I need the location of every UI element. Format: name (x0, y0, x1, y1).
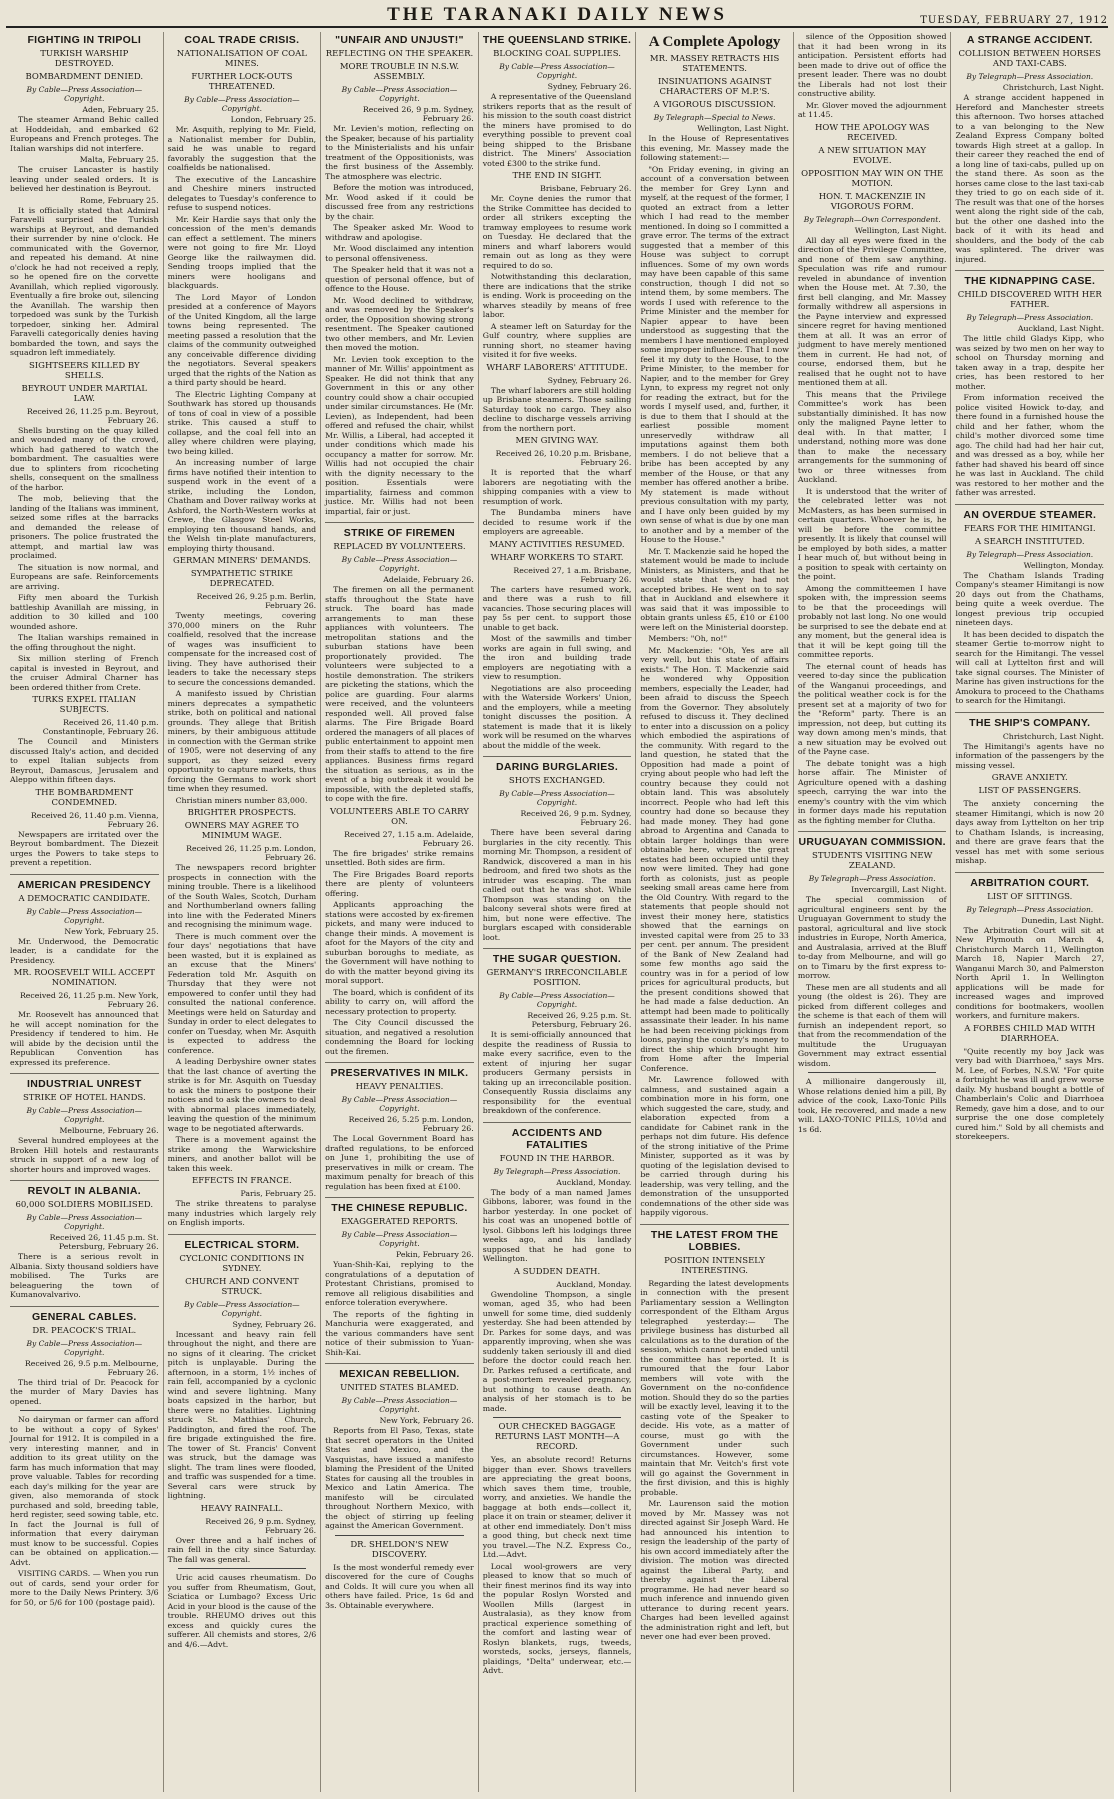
article-headline: THE SHIP'S COMPANY. (969, 716, 1091, 729)
byline: By Cable—Press Association—Copyright. (26, 1338, 143, 1357)
paragraph: Yes, an absolute record! Returns bigger than ever. Shows travellers are appreciating the great boons, which saves them time, trouble, worry, and anxieties. We handle the baggage at both ends—collect it, place it on train or steamer, deliver it at other end immediately. Don't miss a good thing, but check next time you travel.—The N.Z. Express Co., Ltd.—Advt. (482, 1455, 632, 1559)
dateline: Received 26, 11.25 p.m. Beyrout, February 26. (26, 406, 159, 425)
dateline: Sydney, February 26. (547, 375, 632, 385)
dateline: Received 26, 9 p.m. Sydney, February 26. (205, 1516, 317, 1535)
subheading: CHILD DISCOVERED WITH HER FATHER. (957, 290, 1102, 310)
issue-date: TUESDAY, FEBRUARY 27, 1912 (920, 15, 1108, 26)
subheading: REPLACED BY VOLUNTEERS. (333, 542, 466, 552)
byline: By Cable—Press Association—Copyright. (341, 1095, 458, 1113)
columns-container (6, 32, 1108, 1792)
subheading: FURTHER LOCK-OUTS THREATENED. (191, 72, 293, 92)
subheading: GERMANY'S IRRECONCILABLE POSITION. (486, 968, 628, 988)
paragraph: Twenty meetings, covering 370,000 miners on the Ruhr coalfield, resolved that the increase of wages was insufficient to compensate for the increased cost of living. They have authorised their leaders to take the necessary steps to secure the concessions demanded. (167, 611, 317, 687)
subheading: MORE TROUBLE IN N.S.W. ASSEMBLY. (339, 62, 460, 82)
subheading: HEAVY RAINFALL. (200, 1503, 284, 1514)
divider (335, 1535, 464, 1536)
dateline: Sydney, February 26. (547, 82, 632, 91)
article (483, 953, 632, 1123)
paragraph: The Himitangi's agents have no information of the passengers by the missing vessel. (955, 741, 1105, 770)
paragraph: Six million sterling of French capital is invested in Beyrout, and the cruiser Admiral Charner has been ordered thither from Crete. (10, 654, 159, 692)
subheading: SIGHTSEERS KILLED BY SHELLS. (28, 360, 140, 381)
dateline: Invercargill, Last Night. (851, 885, 947, 894)
article (10, 34, 159, 875)
paragraph: Newspapers are irritated over the Beyrout bombardment. The Diezeit urges the Powers to take steps to prevent a repetition. (10, 829, 159, 867)
article-headline: ELECTRICAL STORM. (184, 1238, 300, 1251)
paragraph: There is a serious revolt in Albania. Sixty thousand soldiers have mobilised. The Turks are beleaguering the town of Kumanovalvarivo. (10, 1252, 159, 1299)
subheading: POSITION INTENSELY INTERESTING. (664, 1255, 766, 1276)
paragraph: Incessant and heavy rain fell throughout the night, and there are no signs of it clearing. The cricket pitch is unplayable. During the afternoon, in a storm, 1½ inches of rain fell, accompanied by a cyclonic wind and severe lightning. Many boats capsized in the harbor, but there were no fatalities. Lightning struck St. Matthias' Church, Paddington, and fired the roof. The fire brigade extinguished the fire. The tower of St. Francis' Convent was struck, but the damage was slight. The tram lines were flooded, and traffic was suspended for a time. Several cars were struck by lightning. (167, 1329, 317, 1500)
subheading: HOW THE APOLOGY WAS RECEIVED. (814, 122, 930, 143)
subheading: COLLISION BETWEEN HORSES AND TAXI-CABS. (958, 49, 1101, 69)
divider (20, 1410, 149, 1411)
paragraph: Mr. Glover moved the adjournment at 11.45. (797, 100, 947, 119)
paragraph: The firemen on all the permanent staffs throughout the State have struck. The board has made arrangements to man these appliances with volunteers. The metropolitan stations and the suburban stations have been proportionately provided. The volunteers were subjected to a hostile demonstration. The strikers are picketing the stations, which the police are guarding. Four alarms were received, and the volunteers responded well. All proved false alarms. The Fire Brigade Board ordered the managers of all places of public entertainment to appoint men from their staffs to attend to the fire appliances. Business firms regard the situation as serious, as in the event of a big outbreak it would be impossible, with the depleted staffs, to cope with the fire. (325, 585, 474, 803)
paragraph: Mr. Laurenson said the motion moved by Mr. Massey was not directed against Sir Joseph Ward. He had announced his intention to resign the leadership of the party of his own accord immediately after the division. The motion was directed against the Liberal Party, and thereby against the Liberal programme. He had never heard so much inference and innuendo given utterance to during recent years. Charges had been levelled against the administration right and left, but never one had ever been proved. (640, 1499, 789, 1641)
subheading: DR. SHELDON'S NEW DISCOVERY. (350, 1539, 449, 1560)
dateline: Rome, February 25. (80, 195, 159, 205)
paragraph: There have been several daring burglaries in the city recently. This morning Mr. Thompson, a resident of Randwick, discovered a man in his bedroom, and fired two shots as the intruder was escaping. The man called out that he was shot. While Thompson was standing on the balcony several shots were fired at him, but none were effective. The burglars escaped with considerable loot. (482, 828, 632, 942)
paragraph: Gwendoline Thompson, a single woman, aged 35, who had been unwell for some time, died suddenly yesterday. She had been attended by Dr. Parkes for some days, and was apparently improving, when she was suddenly taken seriously ill and died before the doctor could reach her. Dr. Parkes refused a certificate, and a post-mortem revealed pregnancy, but nothing to cause death. An analysis of her stomach is to be made. (482, 1289, 632, 1413)
article (955, 877, 1104, 1148)
paragraph: Mr. Keir Hardie says that only the concession of the men's demands can effect a settlement. The miners were not going to fire Mr. Lloyd George like the railwaymen did. Sending troops implied that the miners were hooligans and blackguards. (167, 214, 317, 290)
paragraph: Applicants approaching the stations were accosted by ex-firemen pickets, and many were induced to change their minds. A movement is afoot for the Mayors of the city and suburban boroughs to mediate, as the Government will have nothing to do with the matter beyond giving its moral support. (325, 900, 474, 985)
article-headline: A Complete Apology (648, 34, 781, 50)
subheading: OWNERS MAY AGREE TO MINIMUM WAGE. (184, 821, 299, 841)
dateline: Wellington, Last Night. (697, 124, 789, 133)
paragraph: The carters have resumed work, and there was a rush to fill vacancies. Those securing places will pay 5s per cent. to support those unable to get back. (482, 584, 632, 632)
subheading: HEAVY PENALTIES. (355, 1082, 444, 1092)
dateline: Received 26, 11.45 p.m. St. Petersburg, February 26. (49, 1233, 159, 1251)
byline: By Telegraph—Press Association. (966, 904, 1094, 914)
masthead (6, 4, 1108, 28)
dateline: Adelaide, February 26. (383, 575, 474, 584)
paragraph: In the House of Representatives this evening, Mr. Massey made the following statement:— (640, 134, 789, 162)
subheading: INSINUATIONS AGAINST CHARACTERS OF M.P.'S. (657, 77, 772, 97)
byline: By Telegraph—Press Association. (966, 549, 1094, 559)
article (10, 1185, 159, 1307)
paragraph: The cruiser Lancaster is hastily leaving under sealed orders. It is believed her destination is Beyrout. (10, 165, 159, 193)
dateline: Auckland, Last Night. (1017, 324, 1105, 333)
article-headline: GENERAL CABLES. (31, 1310, 137, 1323)
subheading: FOUND IN THE HARBOR. (499, 1153, 615, 1164)
paragraph: The Bundamba miners have decided to resume work if the employers are agreeable. (482, 508, 632, 536)
paragraph: The mob, believing that the landing of the Italians was imminent, seized some rifles at the barracks and demanded the release of prisoners. The police frustrated the attempt, and martial law was proclaimed. (10, 494, 159, 560)
subheading: SHOTS EXCHANGED. (508, 776, 606, 786)
subheading: WHARF LABORERS' ATTITUDE. (486, 362, 628, 373)
dateline: London, February 25. (230, 115, 317, 124)
dateline: Sydney, February 26. (232, 1319, 317, 1329)
article-headline: AMERICAN PRESIDENCY (17, 878, 152, 891)
paragraph: The Local Government Board has drafted regulations, to be enforced on June 1, prohibiting the use of preservatives in milk or cream. The maximum penalty for breach of this regulation has been fixed at £100. (325, 1134, 474, 1191)
column-2 (164, 32, 322, 1792)
subheading: BRIGHTER PROSPECTS. (187, 808, 297, 818)
paragraph: The executive of the Lancashire and Cheshire miners instructed delegates to Tuesday's conference to refuse to suspend notices. (167, 174, 317, 212)
subheading: MR. MASSEY RETRACTS HIS STATEMENTS. (649, 54, 780, 74)
article (325, 1067, 474, 1198)
dateline: Received 26, 9.25 p.m. St. Petersburg, February 26. (527, 1011, 632, 1029)
paragraph: Over three and a half inches of rain fell in the city since Saturday. The fall was general. (167, 1535, 317, 1564)
paragraph: The fire brigades' strike remains unsettled. Both sides are firm. (325, 848, 474, 867)
paragraph: No dairyman or farmer can afford to be without a copy of Sykes' Journal for 1912. It is compiled in a very interesting manner, and in addition to its great utility on the farm has much information that may prove valuable. Tables for recording each day's milking for the year are given, also memoranda of stock purchased and sold, breeding table, herd register, seed sowing table, etc. In fact the Journal is full of information that every dairyman must know to be successful. Copies can be obtained on application.—Advt. (10, 1415, 159, 1567)
article (955, 509, 1104, 713)
paragraph: Reports from El Paso, Texas, state that secret operators in the United States and Mexico, and the Vasquistas, have issued a manifesto blaming the President of the United States for causing all the troubles in Mexico and Latin America. The manifesto will be circulated throughout Northern Mexico, with the object of stirring up feeling against the American Government. (325, 1426, 474, 1530)
divider (808, 1072, 937, 1073)
paragraph: A representative of the Queensland strikers reports that as the result of his mission to the south coast district the miners have promised to do everything possible to prevent coal being shipped to the Brisbane district. The Miners' Association voted £300 to the strike fund. (482, 92, 632, 168)
subheading: NATIONALISATION OF COAL MINES. (176, 49, 307, 69)
paragraph: The third trial of Dr. Peacock for the murder of Mary Davies has opened. (10, 1377, 159, 1406)
paragraph: It is semi-officially announced that despite the readiness of Russia to make every sacrifice, even to the extent of injuring her sugar producers Germany persists in taking up an irreconcilable position. Consequently Russia disclaims any responsibility for the eventual breakdown of the conference. (482, 1030, 632, 1115)
paragraph: There is much comment over the four days' negotiations that have been wasted, but it is explained as an excuse that the Miners' Federation told Mr. Asquith on Thursday that they were not empowered to confer until they had consulted the national conference. Meetings were held on Saturday and Sunday in order to elect delegates to confer on Tuesday, when Mr. Asquith is expected to address the conference. (167, 931, 317, 1055)
subheading: A SEARCH INSTITUTED. (974, 536, 1085, 547)
subheading: STRIKE OF HOTEL HANDS. (22, 1093, 146, 1103)
article (168, 1239, 317, 1656)
paragraph: Mr. Asquith, replying to Mr. Field, a Nationalist member for Dublin, said he was unable to regard favorably the suggestion that the coalfields be nationalised. (167, 125, 317, 172)
paragraph: Local wool-growers are very pleased to know that so much of their finest merinos find its way into the popular Roslyn Worsted and Woollen Mills (largest in Australasia), as they know from practical experience something of the comfort and lasting wear of Roslyn blankets, rugs, tweeds, worsteds, socks, jerseys, flannels, plaidings, "Delta" underwear, etc.—Advt. (482, 1561, 632, 1675)
paragraph: Mr. Roosevelt has announced that he will accept nomination for the Presidency if tendered to him. He will abide by the decision until the Republican Convention has expressed its preference. (10, 1010, 159, 1067)
article-headline: REVOLT IN ALBANIA. (27, 1185, 141, 1197)
byline: By Cable—Press Association—Copyright. (26, 1106, 143, 1124)
byline: By Cable—Press Association—Copyright. (26, 1213, 143, 1231)
subheading: BOMBARDMENT DENIED. (25, 72, 144, 82)
dateline: Received 27, 1.15 a.m. Adelaide, February 26. (344, 829, 474, 848)
article (798, 32, 947, 832)
paragraph: Negotiations are also proceeding with the Waterside Workers' Union, and the employers, while a meeting tonight discusses the position. A statement is made that it is likely work will be resumed on the wharves about the middle of the week. (482, 683, 632, 750)
dateline: Christchurch, Last Night. (1002, 731, 1105, 741)
column-6 (794, 32, 952, 1792)
dateline: Received 26, 9 p.m. Sydney, February 26. (520, 809, 632, 827)
article-headline: THE LATEST FROM THE LOBBIES. (650, 1228, 779, 1253)
subheading: EXAGGERATED REPORTS. (341, 1217, 458, 1227)
subheading: MR. ROOSEVELT WILL ACCEPT NOMINATION. (13, 968, 155, 988)
subheading: 60,000 SOLDIERS MOBILISED. (15, 1200, 154, 1210)
article (483, 34, 632, 757)
dateline: Received 26, 11.25 p.m. London, February 26. (186, 844, 317, 862)
column-5 (636, 32, 794, 1792)
paragraph: The wharf laborers are still holding up Brisbane steamers. Those sailing Saturday took no cargo. They also decline to discharge vessels arriving from the northern port. (482, 385, 632, 433)
subheading: SYMPATHETIC STRIKE DEPRECATED. (190, 569, 293, 589)
subheading: OUR CHECKED BAGGAGE RETURNS LAST MONTH—A RECORD. (494, 1422, 620, 1452)
dateline: Received 26, 11.40 p.m. Vienna, February 26. (30, 810, 159, 829)
paragraph: Mr. Lawrence followed with calmness, and sustained again a combination more in his form, one which suggested the care, study, and elaboration expected from a candidate for Cabinet rank in the perhaps not dim future. His defence of the strong initiative of the Prime Minister, supported as it was by quoting of the legislation devised to be carried through during his leadership, was very telling, and the demonstration of the unsupported condemnations of the other side was happily vigorous. (640, 1075, 789, 1217)
paragraph: All day all eyes were fixed in the direction of the Privilege Committee, and none of them saw anything. Speculation was rife and rumour reveled in abundance of invention when the House met. At 7.30, the first bell clanging, and Mr. Massey formally withdrew all aspersions in the Payne interview and expressed sincere regret for having mentioned them at all. It was an error of judgment to have merely mentioned them in current. He had not, of course, endorsed them, but he realised that he ought not to have mentioned them at all. (797, 235, 947, 387)
paragraph: Members: "Oh, no!" (648, 634, 728, 643)
paragraph: The Arbitration Court will sit at New Plymouth on March 4, Christchurch March 11, Wellington March 18, Napier March 27, Wanganui March 30, and Palmerston North April 1. In Wellington applications will be made for increased wages and improved conditions for bootmakers, woollen workers, and furniture makers. (955, 925, 1105, 1020)
paragraph: silence of the Opposition showed that it had been wrong in its anticipation. Persistent efforts had been made to drive out of office the present leader. There was no doubt the Liberals had not lost their constructive ability. (797, 32, 947, 98)
paragraph: The Italian warships remained in the offing throughout the night. (10, 633, 159, 652)
paragraph: "On Friday evening, in giving an account of a conversation between the member for Grey Lynn and myself, at the request of the former, I quoted an extract from a letter which I had read to the member mentioned. In doing so I committed a grave error. The terms of the extract suggested that a member of this House was subject to corrupt influences. Some of my own words may have been capable of this same construction, though I did not so intend them, by some members. The words I used with reference to the Prime Minister and the member for Napier appear to have been understood as suggesting that the members I have mentioned employed some improper influence. That I now feel it my duty to the House, to the Prime Minister, to the member for Napier, and to the member for Grey Lynn, to express my regret not only for reading the extract, but for the words I myself used, and, further, it is due to them that I should at the earliest possible moment unreservedly withdraw all imputations against them both members. I do not believe that a bribe has been accepted by any member of the House, or that any member has offered another a bribe. My statement is made without previous consultation with my party, and I have only been guided by my own sense of what is due by one man to another and by a member of the House to the House." (640, 164, 789, 544)
dateline: Received 27, 1 a.m. Brisbane, February 26. (513, 565, 632, 584)
article (640, 1229, 789, 1648)
dateline: Aden, February 25. (82, 105, 159, 114)
subheading: REFLECTING ON THE SPEAKER. (325, 49, 474, 59)
paragraph: It has been decided to dispatch the steamer Gertie to-morrow night to search for the Himitangi. The vessel will call at Lyttelton first and will take signal courses. The Minister of Marine has given instructions for the Amokura to proceed to the Chathams to search for the Himitangi. (955, 629, 1105, 705)
dateline: Auckland, Monday. (556, 1279, 632, 1289)
byline: By Cable—Press Association—Copyright. (499, 62, 615, 80)
paragraph: The newspapers record brighter prospects in connection with the mining trouble. There is a likelihood of the South Wales, Scotch, Durham and Northumberland owners falling into line with the Federated Miners and recognising the minimum wage. (167, 863, 317, 929)
paragraph: Among the committeemen I have spoken with, the impression seems to be that the proceedings will probably not last long. No one would be surprised to see the debate end at any moment, but the general idea is that it will be kept going till the committee reports. (797, 583, 947, 659)
newspaper-title: THE TARANAKI DAILY NEWS (387, 4, 727, 25)
subheading: BLOCKING COAL SUPPLIES. (493, 49, 621, 59)
paragraph: Mr. Levien took exception to the manner of Mr. Willis' appointment as Speaker. He did not think that any Government in this or any other country could show a chair occupied under similar circumstances. He (Mr. Levien), as Independent, had been offered and refused the chair, whilst Mr. Willis, a Liberal, had accepted it under conditions which made his occupancy a matter for sorrow. Mr. Willis had not occupied the chair with the dignity necessary to the position. Essentials were impartiality, fairness and common justice. Mr. Willis had not been impartial, fair or just. (325, 354, 474, 516)
dateline: Auckland, Monday. (556, 1177, 632, 1187)
article (325, 1368, 474, 1616)
subheading: TURKS EXPEL ITALIAN SUBJECTS. (32, 695, 137, 715)
article (483, 1127, 632, 1682)
paragraph: Most of the sawmills and timber works are again in full swing, and the iron and building trade employers are negotiating with a view to resumption. (482, 634, 632, 681)
byline: By Telegraph—Press Association. (493, 1166, 621, 1176)
paragraph: Before the motion was introduced, Mr. Wood asked if it could be discussed free from any restrictions by the chair. (325, 183, 474, 221)
paragraph: A millionaire dangerously ill, Whose relations denied him a pill, By advice of the cook, Laxo-Tonic Pills took, He recovered, and made a new will. LAXO-TONIC PILLS, 10½d and 1s 6d. (797, 1077, 947, 1134)
article (955, 717, 1104, 873)
divider (493, 1417, 622, 1418)
paragraph: The City Council discussed the situation, and negatived a resolution condemning the Board for locking out the firemen. (325, 1018, 474, 1056)
paragraph: It is reported that the wharf laborers are negotiating with the shipping companies with a view to resumption of work. (482, 468, 632, 506)
dateline: Received 26, 9.25 p.m. Berlin, February 26. (196, 592, 317, 610)
subheading: LIST OF PASSENGERS. (978, 786, 1082, 796)
dateline: Wellington, Last Night. (854, 225, 947, 235)
subheading: BEYROUT UNDER MARTIAL LAW. (21, 383, 148, 404)
article-headline: STRIKE OF FIREMEN (343, 527, 456, 539)
paragraph: Is the most wonderful remedy ever discovered for the cure of Coughs and Colds. It will cure you when all others have failed. Price, 1s 6d and 3s. Obtainable everywhere. (325, 1562, 474, 1610)
paragraph: Mr. Wood declined to withdraw, and was removed by the Speaker's order, the Opposition showing strong resentment. The Speaker cautioned two other members, and Mr. Levien then moved the motion. (325, 295, 474, 352)
dateline: Received 26, 10.20 p.m. Brisbane, February 26. (495, 449, 632, 467)
subheading: A FORBES CHILD MAD WITH DIARRHOEA. (964, 1023, 1096, 1044)
article-headline: "UNFAIR AND UNJUST!" (335, 34, 464, 46)
subheading: HON. T. MACKENZIE IN VIGOROUS FORM. (818, 191, 926, 212)
subheading: FEARS FOR THE HIMITANGI. (963, 523, 1096, 534)
subheading: GRAVE ANXIETY. (991, 773, 1068, 783)
column-1 (6, 32, 164, 1792)
byline: By Cable—Press Association—Copyright. (341, 555, 458, 573)
byline: By Cable—Press Association—Copyright. (184, 95, 300, 113)
article (168, 34, 317, 1235)
subheading: A NEW SITUATION MAY EVOLVE. (818, 145, 926, 166)
paragraph: A strange accident happened in Hereford and Manchester streets this afternoon. Two horses attached to a van belonging to the New Zealand Express Company bolted towards High street at a gallop. In their career they reached the end of a long line of taxi-cabs, pulled up on the stand there. As soon as the horses came close to the last taxi-cab they tried to go on each side of it. The result was that one of the horses went along the right side of the cab, but the other one dashed into the back of it with its head and shoulders, and the body of the cab was splintered. The driver was injured. (955, 93, 1105, 264)
paragraph: Notwithstanding this declaration, there are indications that the strike is ending. Work is proceeding on the wharves steadily by means of free labor. (482, 272, 632, 319)
subheading: GERMAN MINERS' DEMANDS. (173, 556, 311, 566)
paragraph: The Electric Lighting Company at Southwark has stored up thousands of tons of coal in view of a possible strike. This caused a stuff to collapse, and the coal fell into an alley where children were playing, two being killed. (167, 389, 317, 456)
dateline: Christchurch, Last Night. (1002, 83, 1105, 92)
paragraph: Several hundred employees at the Broken Hill hotels and restaurants struck in support of a new log of shorter hours and improved wages. (10, 1136, 159, 1174)
byline: By Cable—Press Association—Copyright. (341, 1396, 458, 1414)
dateline: New York, February 26. (379, 1416, 474, 1425)
paragraph: These men are all students and all young (the oldest is 26). They are picked from different colleges and the scheme is that each of them will furnish an independent report, so that from the recommendation of the multitude the Uruguayan Government may extract essential wisdom. (797, 982, 947, 1068)
dateline: Pekin, February 26. (396, 1250, 474, 1259)
paragraph: The strike threatens to paralyse many industries which largely rely on English imports. (167, 1199, 317, 1227)
paragraph: The Chatham Islands Trading Company's steamer Himitangi is now 20 days out from the Chathams, being quite a week overdue. The longest previous trip occupied nineteen days. (955, 570, 1105, 627)
paragraph: Shells bursting on the quay killed and wounded many of the crowd, which had gathered to watch the bombardment. The casualties were due to splinters from ricocheting shells, consequent on the smallness of the harbor. (10, 425, 159, 492)
dateline: New York, February 25. (64, 926, 159, 936)
article-headline: THE SUGAR QUESTION. (492, 953, 622, 965)
article-headline: THE QUEENSLAND STRIKE. (482, 34, 632, 46)
paragraph: Mr. Wood disclaimed any intention to personal offensiveness. (325, 244, 474, 263)
article (325, 34, 474, 523)
article-headline: THE CHINESE REPUBLIC. (331, 1202, 468, 1214)
paragraph: The Council and Ministers discussed Italy's action, and decided to expel Italian subjects from Beyrout, Damascus, Jerusalem and Aleppo within fifteen days. (10, 737, 159, 784)
article-headline: URUGUAYAN COMMISSION. (798, 836, 946, 848)
dateline: Malta, February 25. (79, 155, 159, 164)
paragraph: Yuan-Shih-Kai, replying to the congratulations of a deputation of Protestant Christians, promised to remove all religious disabilities and enforce toleration everywhere. (325, 1260, 474, 1307)
article (955, 275, 1104, 505)
paragraph: Mr. Mackenzie: "Oh, Yes are all very well, but this state of affairs exists." The Hon. T. Mackenzie said he wondered why Opposition members, especially the Leader, had been afraid to discuss the Speech from the Governor. They absolutely refused to discuss it. They declined to enter into a discussion on a policy which embodied the aspirations of the community. With regard to the land question, he stated that the Opposition had made a point of crying about people who had left the country because they could not obtain land. This was absolutely incorrect. People who had left this country had done so because they had made money. They had gone abroad to Argentina and Canada to obtain larger holdings than were obtainable here, where the great estates had been occupied until they now were limited. They had gone forth as colonists, just as people seeking small areas came here from the Old Country. With regard to the statements that people should not invest their money here, statistics showed that the earnings on invested capital were from 25 to 33 per cent. per annum. The president of the Bank of New Zealand had some few months ago said the country was in for a period of low prices for agricultural products, but the present conditions showed that he had made a false deduction. An attempt had been made to politically assassinate their leader. In his name he had been receiving pickings from loons, paying the country's money to direct the ship which brought him from Home after the Imperial Conference. (640, 645, 789, 1073)
dateline: Received 26, 11.40 p.m. Constantinople, February 26. (42, 718, 159, 736)
subheading: WHARF WORKERS TO START. (490, 552, 624, 563)
article-headline: PRESERVATIVES IN MILK. (330, 1067, 469, 1079)
article (10, 1311, 159, 1614)
paragraph: It is officially stated that Admiral Faravelli surprised the Turkish warships at Beyrout, and demanded their surrender by nine o'clock. He communicated with the Governor, and repeated his demand. At nine o'clock he had not received a reply, so he opened fire on the corvette Avanillah, which replied vigorously. Eventually a fire broke out, silencing the Avanillah. The warship then torpedoed was sunk by the Turkish torpedoer, sinking her. Admiral Faravelli categorically denies having bombarded the town, and says the squadron left immediately. (10, 205, 159, 357)
byline: By Cable—Press Association—Copyright. (184, 1299, 300, 1318)
article (325, 1202, 474, 1364)
subheading: CYCLONIC CONDITIONS IN SYDNEY. (179, 1253, 305, 1274)
paragraph: The anxiety concerning the steamer Himitangi, which is now 20 days away from Lyttelton on her trip to Chatham Islands, is increasing, and there are grave fears that the vessel has met with some serious mishap. (955, 799, 1105, 865)
byline: By Cable—Press Association—Copyright. (499, 789, 615, 807)
paragraph: The special commission of agricultural engineers sent by the Uruguayan Government to study the pastoral, agricultural and live stock industries in Europe, North America, and Australasia, arrived at the Bluff to-day from Melbourne, and will go on to Timaru by the first express to-morrow. (797, 895, 947, 980)
paragraph: This means that the Privilege Committee's work has been substantially diminished. It has now only the maligned Payne letter to deal with. In that matter, I understand, nothing more was done than to make the necessary arrangements for the summoning of two or three witnesses from Auckland. (797, 389, 947, 484)
subheading: TURKISH WARSHIP DESTROYED. (40, 49, 129, 69)
article-headline: FIGHTING IN TRIPOLI (27, 34, 142, 46)
subheading: VOLUNTEERS ABLE TO CARRY ON. (330, 806, 469, 827)
subheading: OPPOSITION MAY WIN ON THE MOTION. (801, 168, 944, 189)
byline: By Cable—Press Association—Copyright. (341, 1230, 458, 1248)
article (483, 761, 632, 949)
paragraph: Uric acid causes rheumatism. Do you suffer from Rheumatism, Gout, Sciatica or Lumbago? Excess Uric Acid in your blood is the cause of the trouble. RHEUMO drives out this excess and quickly cures the sufferer. All chemists and stores, 2/6 and 4/6.—Advt. (167, 1573, 317, 1649)
article-headline: THE KIDNAPPING CASE. (964, 275, 1096, 287)
subheading: EFFECTS IN FRANCE. (192, 1176, 292, 1186)
paragraph: An increasing number of large firms have notified their intention to suspend work in the event of a strike, including the London, Chatham and Dover railway works at Ashford, the North-Western works at Crewe, the Glasgow Steel Works, employing ten thousand hands, and the Welsh tin-plate manufacturers, employing thirty thousand. (167, 458, 317, 553)
article-headline: INDUSTRIAL UNREST (27, 1078, 142, 1090)
byline: By Cable—Press Association—Copyright. (26, 906, 143, 925)
column-7 (951, 32, 1108, 1792)
paragraph: Mr. T. Mackenzie said he hoped the statement would be made to include Ministers, as Ministers, and that he would state that they had not accepted bribes. He went on to say that in Auckland and elsewhere it was said that it was impossible to obtain grants unless £5, £10 or £100 were left on the Ministerial doorstep. (640, 546, 789, 632)
subheading: LIST OF SITTINGS. (987, 891, 1073, 902)
paragraph: There is a movement against the strike among the Warwickshire miners, and another ballot will be taken this week. (167, 1135, 317, 1173)
subheading: UNITED STATES BLAMED. (340, 1383, 459, 1393)
article-headline: MEXICAN REBELLION. (339, 1368, 460, 1380)
article-headline: ARBITRATION COURT. (970, 876, 1090, 889)
dateline: Melbourne, February 26. (59, 1126, 159, 1135)
paragraph: Mr. Coyne denies the rumor that the Strike Committee has decided to order all strikers excepting the tramway employees to resume work on Tuesday. He declared that the miners and wharf laborers would remain out as long as they were required to do so. (482, 194, 632, 270)
subheading: STUDENTS VISITING NEW ZEALAND. (812, 851, 933, 871)
subheading: CHURCH AND CONVENT STRUCK. (185, 1276, 299, 1297)
article-headline: COAL TRADE CRISIS. (184, 34, 300, 46)
paragraph: Mr. Levien's motion, reflecting on the Speaker, because of his partiality to the Ministerialists and his unfair treatment of the Oppositionists, was the first business of the Assembly. The atmosphere was electric. (325, 124, 474, 181)
subheading: A DEMOCRATIC CANDIDATE. (18, 893, 151, 904)
paragraph: "Quite recently my boy Jack was very bad with Diarrhoea," says Mrs. M. Lee, of Forbes, N.S.W. "For quite a fortnight he was ill and grew worse daily. My husband bought a bottle of Chamberlain's Colic and Diarrhoea Remedy, gave him a dose, and to our surprise the one dose completely cured him." Sold by all chemists and storekeepers. (955, 1046, 1105, 1141)
dateline: Received 26, 9 p.m. Sydney, February 26. (362, 105, 474, 123)
paragraph: VISITING CARDS. — When you run out of cards, send your order for more to the Daily News Printery. 3/6 for 50, or 5/6 for 100 (postage paid). (10, 1569, 159, 1607)
paragraph: Mr. Underwood, the Democratic leader, is a candidate for the Presidency. (10, 936, 159, 965)
dateline: Wellington, Monday. (1023, 560, 1105, 570)
dateline: Received 26, 9.5 p.m. Melbourne, February 26. (24, 1358, 159, 1377)
article-headline: DARING BURGLARIES. (495, 761, 619, 773)
paragraph: Regarding the latest developments in connection with the present Parliamentary session a Wellington correspondent of the Eltham Argus telegraphed yesterday:— The privilege business has disturbed all calculations as to the duration of the session, which cannot be ended until the committee has reported. It is rumoured that the four Labor members will vote with the Government on the no-confidence motion. Should they do so the parties will be exactly level, leaving it to the casting vote of the Speaker to decide. His vote, as a matter of course, must go with the Government under such circumstances. However, some maintain that Mr. Veitch's first vote will go against the Government in the first division, and this is highly probable. (640, 1278, 789, 1497)
dateline: Dunedin, Last Night. (1021, 915, 1105, 925)
byline: By Telegraph—Press Association. (966, 72, 1094, 81)
subheading: A VIGOROUS DISCUSSION. (653, 100, 776, 110)
paragraph: The eternal count of heads has veered to-day since the publication of the Wanganui proceedings, and the political weather cock is for the present set at a majority of two for the "Reform" party. There is an impression, not deep, but cutting its way down among men's minds, that a new situation may be evolved out of the Payne case. (797, 661, 947, 756)
byline: By Telegraph—Special to News. (653, 113, 776, 122)
dateline: Brisbane, February 26. (540, 184, 632, 193)
paragraph: A manifesto issued by Christian miners deprecates a sympathetic strike, both on political and national grounds. They allege that British miners, by their ambiguous attitude in connection with the German strike of 1905, were not deserving of any support, as they seized every opportunity to capture markets, thus forcing the Germans to work short time when they resumed. (167, 689, 317, 793)
article-headline: A STRANGE ACCIDENT. (966, 34, 1093, 46)
column-3 (321, 32, 479, 1792)
subheading: DR. PEACOCK'S TRIAL. (32, 1325, 137, 1336)
column-4 (479, 32, 637, 1792)
byline: By Telegraph—Press Association. (966, 313, 1094, 322)
article (640, 34, 789, 1225)
byline: By Cable—Press Association—Copyright. (26, 85, 143, 103)
paragraph: The Speaker asked Mr. Wood to withdraw and apologise. (325, 223, 474, 242)
paragraph: A steamer left on Saturday for the Gulf country, where supplies are running short, no steamer having visited it for five weeks. (482, 321, 632, 359)
paragraph: The situation is now normal, and Europeans are safe. Reinforcements are arriving. (10, 562, 159, 591)
article (798, 836, 947, 1140)
subheading: THE END IN SIGHT. (512, 171, 602, 181)
subheading: THE BOMBARDMENT CONDEMNED. (35, 787, 134, 808)
subheading: MEN GIVING WAY. (515, 436, 599, 446)
subheading: A SUDDEN DEATH. (513, 1266, 601, 1277)
paragraph: The Speaker held that it was not a question of personal offence, but of offence to the House. (325, 265, 474, 293)
subheading: MANY ACTIVITIES RESUMED. (489, 539, 625, 550)
paragraph: The Fire Brigades Board reports there are plenty of volunteers offering. (325, 869, 474, 898)
article (10, 1078, 159, 1181)
paragraph: The Lord Mayor of London presided at a conference of Mayors of the United Kingdom, all the large towns being represented. The meeting passed a resolution that the claims of the community outweighed any conceivable difference dividing the negotiators. Several speakers urged that the rights of the Nation as a third party should be heard. (167, 292, 317, 387)
divider (178, 1568, 307, 1569)
paragraph: From information received the police visited Howick to-day, and there found in a furnished house the child and her father, whom the child's mother divorced some time ago. The child had had her hair cut, and was dressed as a boy, while her father had shaved his beard off since he was last in Auckland. The child was restored to her mother and the father was arrested. (955, 393, 1105, 497)
article-headline: ACCIDENTS AND FATALITIES (511, 1126, 603, 1151)
byline: By Telegraph—Press Association. (808, 874, 936, 883)
paragraph: The steamer Armand Behic called at Hoddeidah, and embarked 62 Europeans and French proteges. The Italian warships did not interfere. (10, 115, 159, 153)
paragraph: The debate tonight was a high horse affair. The Minister of Agriculture opened with a dashing speech, carrying the war into the enemy's country with the vim which in former days made his reputation as the fighting member for Clutha. (797, 758, 947, 825)
byline: By Cable—Press Association—Copyright. (499, 991, 615, 1009)
paragraph: The board, which is confident of its ability to carry on, will afford the necessary protection to property. (325, 987, 474, 1016)
byline: By Cable—Press Association—Copyright. (341, 85, 458, 103)
paragraph: The little child Gladys Kipp, who was seized by two men on her way to school on Thursday morning and taken away in a trap, despite her cries, has been restored to her mother. (955, 334, 1105, 391)
paragraph: It is understood that the writer of the celebrated letter was not McMasters, as has been surmised in certain quarters. Whoever he is, he will be before the committee presently. It is likely that counsel will be employed by both sides, a matter I hear much of, but without being in a position to speak with certainty on the point. (797, 486, 947, 581)
article-headline: AN OVERDUE STEAMER. (963, 508, 1097, 521)
dateline: Paris, February 25. (240, 1189, 317, 1198)
byline: By Telegraph—Own Correspondent. (803, 214, 941, 224)
paragraph: The body of a man named James Gibbons, laborer, was found in the harbor yesterday. In one pocket of his coat was an unopened bottle of lysol. Gibbons left his lodgings three weeks ago, and his landlady supposed that he had gone to Wellington. (482, 1187, 632, 1263)
article (10, 879, 159, 1075)
dateline: Received 26, 11.25 p.m. New York, February 26. (19, 991, 159, 1009)
article (325, 527, 474, 1063)
paragraph: The reports of the fighting in Manchuria were exaggerated, and the various commanders have sent notice of their submission to Yuan-Shih-Kai. (325, 1309, 474, 1357)
dateline: Received 26, 5.25 p.m. London, February 26. (348, 1115, 474, 1133)
paragraph: Fifty men aboard the Turkish battleship Avanillah are missing, in addition to 30 killed and 100 wounded ashore. (10, 593, 159, 631)
article (955, 34, 1104, 271)
paragraph: Christian miners number 83,000. (175, 795, 308, 805)
paragraph: A leading Derbyshire owner states that the last chance of averting the strike is for Mr. Asquith on Tuesday to ask the miners to postpone their notices and to ask the owners to deal with abnormal places immediately, leaving the question of the minimum wage to be negotiated afterwards. (167, 1057, 317, 1133)
